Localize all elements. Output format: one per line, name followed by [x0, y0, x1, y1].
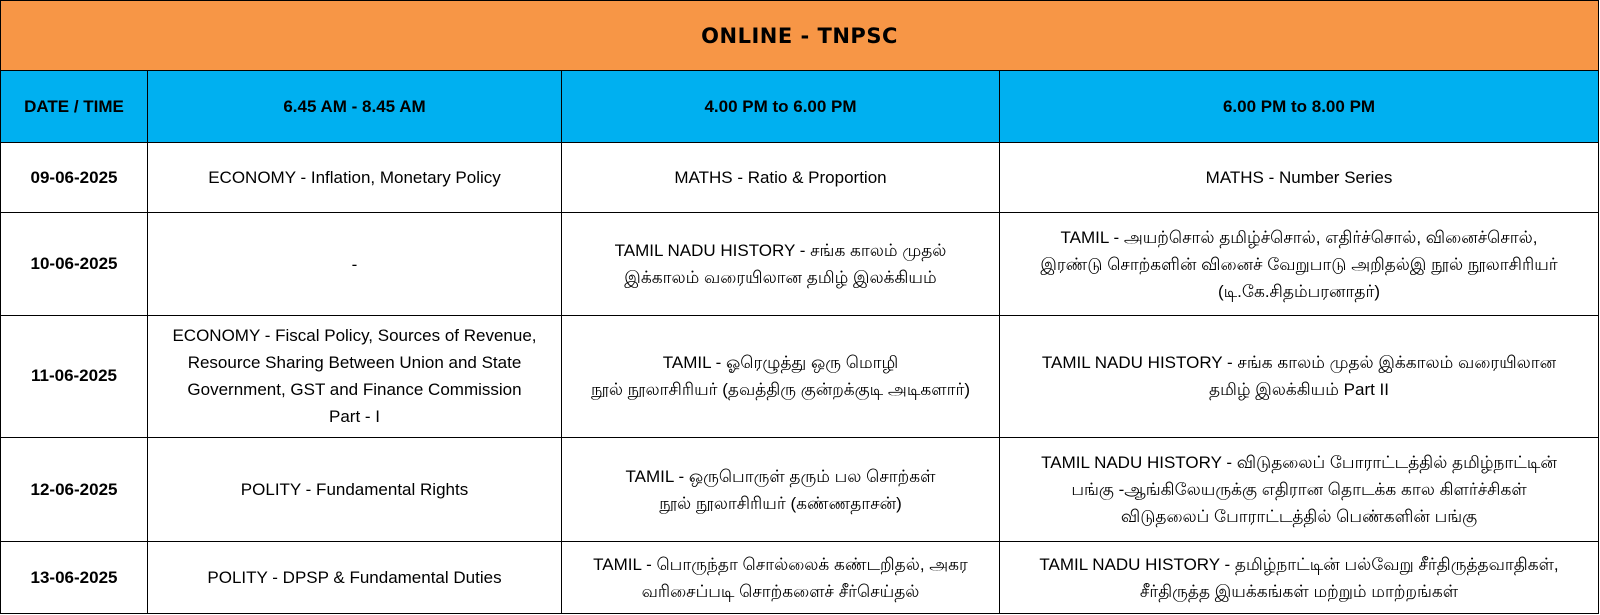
cell-line: TAMIL - ஒருபொருள் தரும் பல சொற்கள் [625, 466, 936, 486]
cell-line: நூல் நூலாசிரியர் (கண்ணதாசன்) [659, 493, 902, 513]
table-row [1, 315, 1599, 438]
session-cell [1000, 143, 1599, 213]
session-cell [562, 542, 1000, 614]
cell-line: TAMIL NADU HISTORY - விடுதலைப் போராட்டத்தில் தமிழ்நாட்டின் [1041, 453, 1557, 473]
date-cell: 13-06-2025 [1, 542, 148, 614]
cell-line: வரிசைப்படி சொற்களைச் சீர்செய்தல் [641, 581, 920, 601]
cell-line: விடுதலைப் போராட்டத்தில் பெண்களின் பங்கு [1120, 507, 1478, 527]
header-row [1, 71, 1599, 143]
page-title: ONLINE - TNPSC [1, 1, 1599, 71]
header-slot-afternoon: 4.00 PM to 6.00 PM [562, 71, 1000, 143]
session-cell [562, 315, 1000, 438]
cell-line: TAMIL NADU HISTORY - தமிழ்நாட்டின் பல்வேறு சீர்திருத்தவாதிகள், [1039, 554, 1559, 574]
cell-line: Part - I [328, 407, 380, 427]
cell-line: - [351, 254, 358, 274]
cell-line: ECONOMY - Inflation, Monetary Policy [208, 168, 501, 188]
cell-line: சீர்திருத்த இயக்கங்கள் மற்றும் மாற்றங்கள் [1139, 581, 1459, 601]
cell-line: MATHS - Ratio & Proportion [674, 168, 887, 188]
cell-line: Government, GST and Finance Commission [187, 380, 522, 400]
cell-line: TAMIL NADU HISTORY - சங்க காலம் முதல் [614, 241, 947, 261]
session-cell [1000, 438, 1599, 542]
table-row [1, 213, 1599, 315]
cell-line: Resource Sharing Between Union and State [187, 353, 522, 373]
header-slot-morning: 6.45 AM - 8.45 AM [148, 71, 562, 143]
cell-line: POLITY - Fundamental Rights [240, 480, 469, 500]
header-slot-evening: 6.00 PM to 8.00 PM [1000, 71, 1599, 143]
date-cell: 12-06-2025 [1, 438, 148, 542]
session-cell [1000, 213, 1599, 315]
session-cell [148, 315, 562, 438]
cell-line: இக்காலம் வரையிலான தமிழ் இலக்கியம் [624, 268, 937, 288]
session-cell [148, 438, 562, 542]
date-cell: 10-06-2025 [1, 213, 148, 315]
session-cell [148, 542, 562, 614]
session-cell [562, 438, 1000, 542]
cell-line: தமிழ் இலக்கியம் Part II [1209, 380, 1390, 400]
cell-line: பங்கு -ஆங்கிலேயருக்கு எதிரான தொடக்க கால கிளர்ச்சிகள் [1071, 480, 1527, 500]
session-cell [148, 143, 562, 213]
cell-line: TAMIL NADU HISTORY - சங்க காலம் முதல் இக்காலம் வரையிலான [1041, 353, 1557, 373]
session-cell [1000, 315, 1599, 438]
header-date-time: DATE / TIME [1, 71, 148, 143]
table-row [1, 438, 1599, 542]
date-cell: 11-06-2025 [1, 315, 148, 438]
date-cell: 09-06-2025 [1, 143, 148, 213]
session-cell [1000, 542, 1599, 614]
session-cell [148, 213, 562, 315]
cell-line: TAMIL - அயற்சொல் தமிழ்ச்சொல், எதிர்ச்சொல், வினைச்சொல், [1060, 227, 1538, 247]
table-row [1, 542, 1599, 614]
cell-line: ECONOMY - Fiscal Policy, Sources of Revenue, [172, 326, 537, 346]
cell-line: (டி.கே.சிதம்பரனாதர்) [1217, 281, 1381, 301]
cell-line: MATHS - Number Series [1205, 168, 1393, 188]
cell-line: TAMIL - பொருந்தா சொல்லைக் கண்டறிதல், அகர [593, 554, 968, 574]
cell-line: நூல் நூலாசிரியர் (தவத்திரு குன்றக்குடி அடிகளார்) [591, 380, 970, 400]
cell-line: இரண்டு சொற்களின் வினைச் வேறுபாடு அறிதல்இ நூல் நூலாசிரியர் [1040, 254, 1558, 274]
cell-line: POLITY - DPSP & Fundamental Duties [207, 568, 502, 588]
cell-line: TAMIL - ஓரெழுத்து ஒரு மொழி [662, 353, 899, 373]
session-cell [562, 213, 1000, 315]
table-row [1, 143, 1599, 213]
title-row [1, 1, 1599, 71]
session-cell [562, 143, 1000, 213]
